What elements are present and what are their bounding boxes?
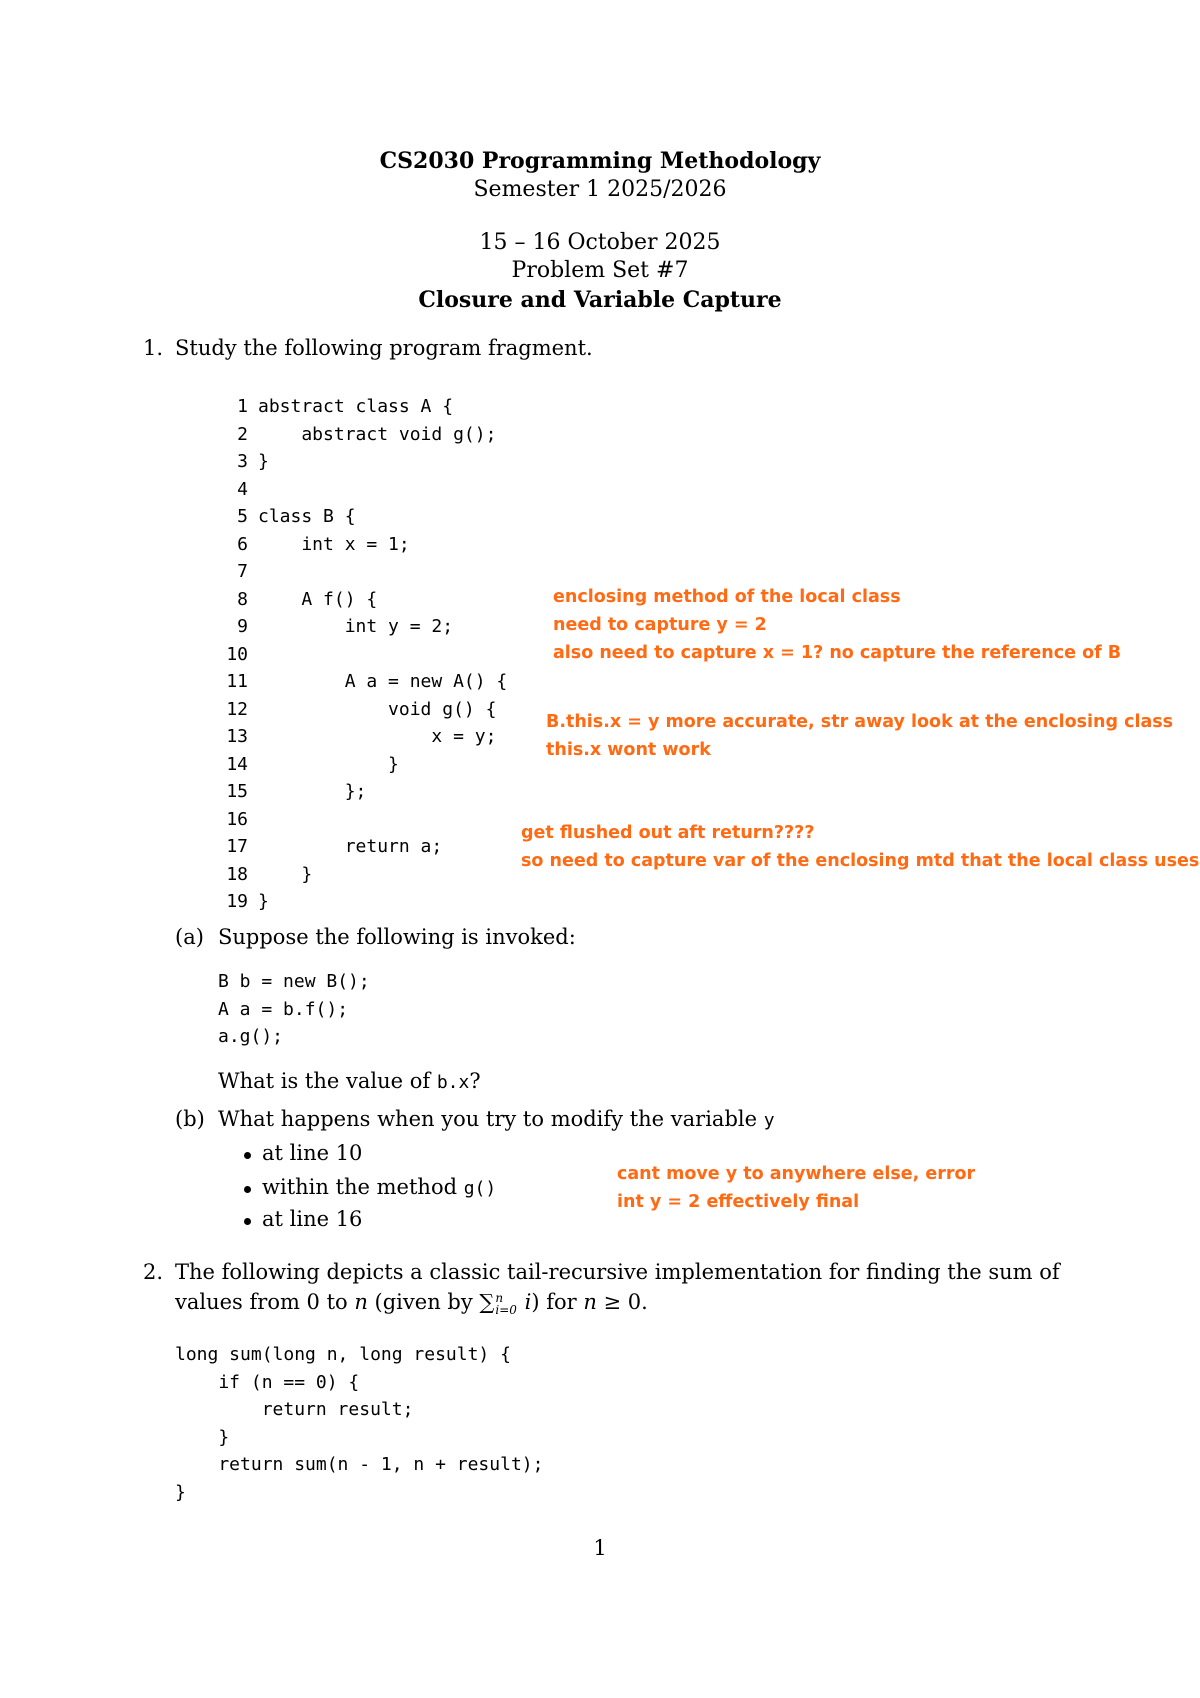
code-line: class B { xyxy=(258,506,356,527)
code-line-number: 7 xyxy=(237,561,248,582)
bullet-icon xyxy=(244,1218,251,1225)
code-line-number: 4 xyxy=(237,478,248,500)
problem-set: Problem Set #7 xyxy=(511,258,689,283)
q1b-text xyxy=(218,1107,775,1131)
code-line: } xyxy=(258,753,399,775)
q1a-question-text: What is the value of xyxy=(218,1069,437,1093)
sum-symbol: ∑ xyxy=(479,1290,495,1314)
code-line: A f() { xyxy=(258,588,378,610)
code-line-number: 1 xyxy=(237,396,248,417)
code-line-number: 13 xyxy=(226,726,248,747)
code-line: } xyxy=(258,451,269,472)
q1-intro: Study the following program fragment. xyxy=(175,336,593,360)
code-line: return a; xyxy=(258,836,443,857)
q1a-code-line: B b = new B(); xyxy=(218,971,370,992)
sum-limits xyxy=(495,1292,517,1316)
q2-code-line: } xyxy=(175,1482,186,1503)
q1b-text-code: y xyxy=(763,1110,775,1131)
code-line-number: 14 xyxy=(226,753,248,775)
code-line-number: 19 xyxy=(226,891,248,912)
code-line: } xyxy=(258,891,269,912)
code-line: abstract void g(); xyxy=(258,423,497,445)
q1a-question xyxy=(218,1069,481,1093)
code-line-number: 8 xyxy=(237,588,248,610)
code-line-number: 6 xyxy=(237,533,248,555)
q2-var-n: n xyxy=(583,1290,597,1314)
code-line-number: 15 xyxy=(226,781,248,802)
code-line-number: 18 xyxy=(226,863,248,885)
q1b-bullet xyxy=(262,1175,496,1199)
annotation-note: get flushed out aft return???? xyxy=(521,823,815,843)
q2-line2 xyxy=(175,1290,648,1316)
q2-code-line: long sum(long n, long result) { xyxy=(175,1344,511,1365)
annotation-note: cant move y to anywhere else, error xyxy=(617,1164,976,1184)
code-line-number: 9 xyxy=(237,616,248,637)
code-line-number: 3 xyxy=(237,451,248,472)
q2-text: ) for xyxy=(531,1290,584,1314)
q2-text: (given by xyxy=(367,1290,480,1314)
code-line-number: 12 xyxy=(226,698,248,720)
semester: Semester 1 2025/2026 xyxy=(473,177,727,202)
q2-code-line: return sum(n - 1, n + result); xyxy=(175,1454,544,1475)
annotation-note: int y = 2 effectively final xyxy=(617,1192,860,1212)
q1b-bullet-text: at line 16 xyxy=(262,1207,363,1231)
q2-line1: The following depicts a classic tail-recursive implementation for finding the sum of xyxy=(175,1260,1060,1284)
code-line: abstract class A { xyxy=(258,396,454,417)
code-line-number: 11 xyxy=(226,671,248,692)
annotation-note: so need to capture var of the enclosing mtd that the local class uses xyxy=(521,851,1200,871)
code-line-number: 16 xyxy=(226,808,248,830)
q1-number: 1. xyxy=(143,336,164,360)
q2-text: values from 0 to xyxy=(175,1290,355,1314)
q1a-code-line: A a = b.f(); xyxy=(218,999,349,1020)
code-line: x = y; xyxy=(258,726,497,747)
q2-code-line: if (n == 0) { xyxy=(175,1372,360,1393)
q1b-bullet xyxy=(262,1141,362,1165)
annotation-note: enclosing method of the local class xyxy=(553,587,901,607)
q2-number: 2. xyxy=(143,1260,164,1284)
code-line-number: 5 xyxy=(237,506,248,527)
q2-code-line: } xyxy=(175,1427,230,1448)
q1b-bullet-text: at line 10 xyxy=(262,1141,363,1165)
annotation-note: this.x wont work xyxy=(546,740,711,760)
bullet-icon xyxy=(244,1152,251,1159)
q1a-question-code: b.x xyxy=(436,1072,470,1093)
topic-title: Closure and Variable Capture xyxy=(418,287,782,313)
code-line: } xyxy=(258,863,313,885)
code-line: int x = 1; xyxy=(258,533,410,555)
q1a-code-line: a.g(); xyxy=(218,1026,284,1047)
q1b-label: (b) xyxy=(175,1107,205,1131)
q1b-bullet xyxy=(262,1207,362,1231)
q1a-label: (a) xyxy=(175,925,204,949)
code-line: void g() { xyxy=(258,698,497,720)
q1b-bullet-code: g() xyxy=(463,1178,497,1199)
code-line: }; xyxy=(258,781,367,802)
page-number: 1 xyxy=(593,1536,607,1560)
q1b-text-prefix: What happens when you try to modify the variable xyxy=(218,1107,764,1131)
q1a-question-suffix: ? xyxy=(469,1069,481,1093)
code-line: int y = 2; xyxy=(258,616,454,637)
sum-variable: i xyxy=(517,1290,532,1314)
annotation-note: B.this.x = y more accurate, str away look at the enclosing class xyxy=(546,712,1174,732)
code-line-number: 17 xyxy=(226,836,248,857)
code-line: A a = new A() { xyxy=(258,671,508,692)
sum-lower-limit: i=0 xyxy=(495,1302,517,1317)
annotation-note: need to capture y = 2 xyxy=(553,615,767,635)
code-line-number: 10 xyxy=(226,643,248,665)
q2-text: ≥ 0. xyxy=(596,1290,648,1314)
q2-code-line: return result; xyxy=(175,1399,414,1420)
annotation-note: also need to capture x = 1? no capture the reference of B xyxy=(553,643,1122,663)
code-line-number: 2 xyxy=(237,423,248,445)
course-title: CS2030 Programming Methodology xyxy=(379,148,821,174)
q1a-text: Suppose the following is invoked: xyxy=(218,925,576,949)
bullet-icon xyxy=(244,1186,251,1193)
q2-var-n: n xyxy=(354,1290,368,1314)
sum-upper-limit: n xyxy=(495,1290,504,1305)
q1b-bullet-text: within the method xyxy=(262,1175,464,1199)
dates: 15 – 16 October 2025 xyxy=(479,230,721,255)
